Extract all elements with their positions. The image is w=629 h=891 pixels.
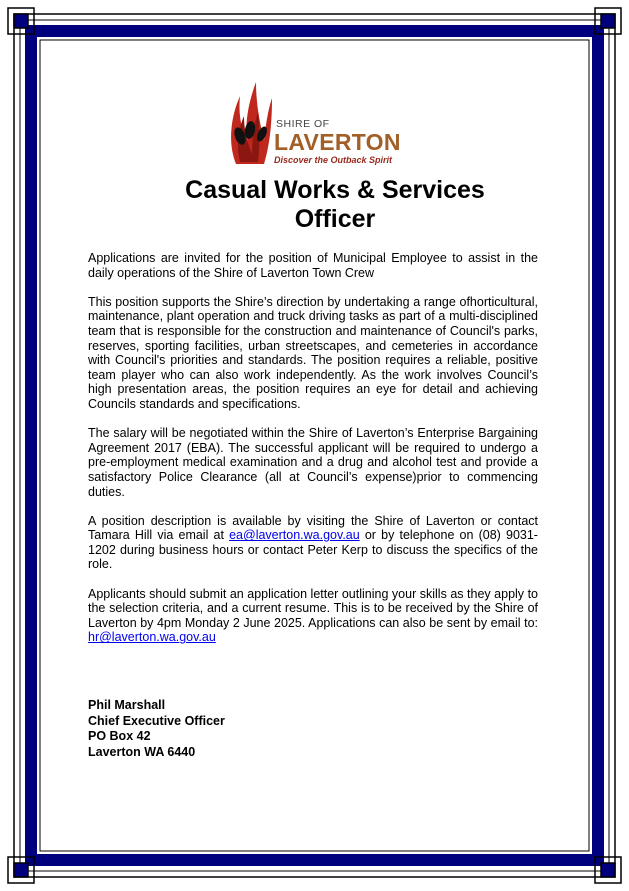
paragraph-contact	[88, 514, 538, 572]
signatory-po-box: PO Box 42	[88, 729, 151, 743]
signatory-position: Chief Executive Officer	[88, 713, 225, 728]
signatory-name: Phil Marshall	[88, 698, 166, 712]
paragraph-intro: Applications are invited for the position of Municipal Employee to assist in the daily operations of the Shire of Laverton Town Crew	[88, 251, 538, 280]
flame-emblem-icon	[226, 74, 274, 170]
paragraph-salary: The salary will be negotiated within the Shire of Laverton’s Enterprise Bargaining Agreement 2017 (EBA). The successful applicant will be required to undergo a pre-employment medical examination and a drug and alcohol test and provide a satisfactory Police Clearance (all at Council’s expense)prior to commencing duties.	[88, 426, 538, 499]
title-line-2: Officer	[294, 205, 376, 233]
logo-tagline: Discover the Outback Spirit	[274, 155, 393, 165]
signatory-location: Laverton WA 6440	[88, 744, 196, 759]
logo-shire-of: SHIRE OF	[276, 118, 330, 130]
paragraph-role: This position supports the Shire’s direction by undertaking a range ofhorticultural, maintenance, plant operation and truck driving tasks as part of a multi-disciplined team that is responsible for the construction and maintenance of Council's parks, reserves, sporting facilities, urban streetscapes, and cemeteries in accordance with Council's priorities and standards. The position requires a reliable, positive team player who can also work independently. As the work involves Council’s high presentation areas, the position requires an eye for detail and achieving Councils standards and specifications.	[88, 294, 538, 411]
page-title	[150, 176, 520, 234]
title-line-1: Casual Works & Services	[185, 176, 485, 204]
apply-text: Applicants should submit an application letter outlining your skills as they apply to the selection criteria, and a current resume. This is to be received by the Shire of Laverton by 4pm Monday 2 June 2025. Applications can also be sent by email to:	[88, 586, 538, 630]
advert-body	[88, 251, 538, 660]
ea-email-link[interactable]: ea@laverton.wa.gov.au	[229, 528, 360, 543]
logo-laverton: LAVERTON	[274, 129, 401, 155]
hr-email-link[interactable]: hr@laverton.wa.gov.au	[88, 630, 216, 645]
paragraph-apply	[88, 587, 538, 645]
signature-block	[88, 698, 225, 760]
shire-logo	[226, 74, 406, 170]
contact-text-before: A position description is available by visiting the Shire of Laverton or contact Tamara Hill via email at	[88, 513, 538, 543]
contact-text-after: or by telephone on (08) 9031-1202 during business hours or contact Peter Kerp to discuss the specifics of the role.	[88, 528, 538, 572]
